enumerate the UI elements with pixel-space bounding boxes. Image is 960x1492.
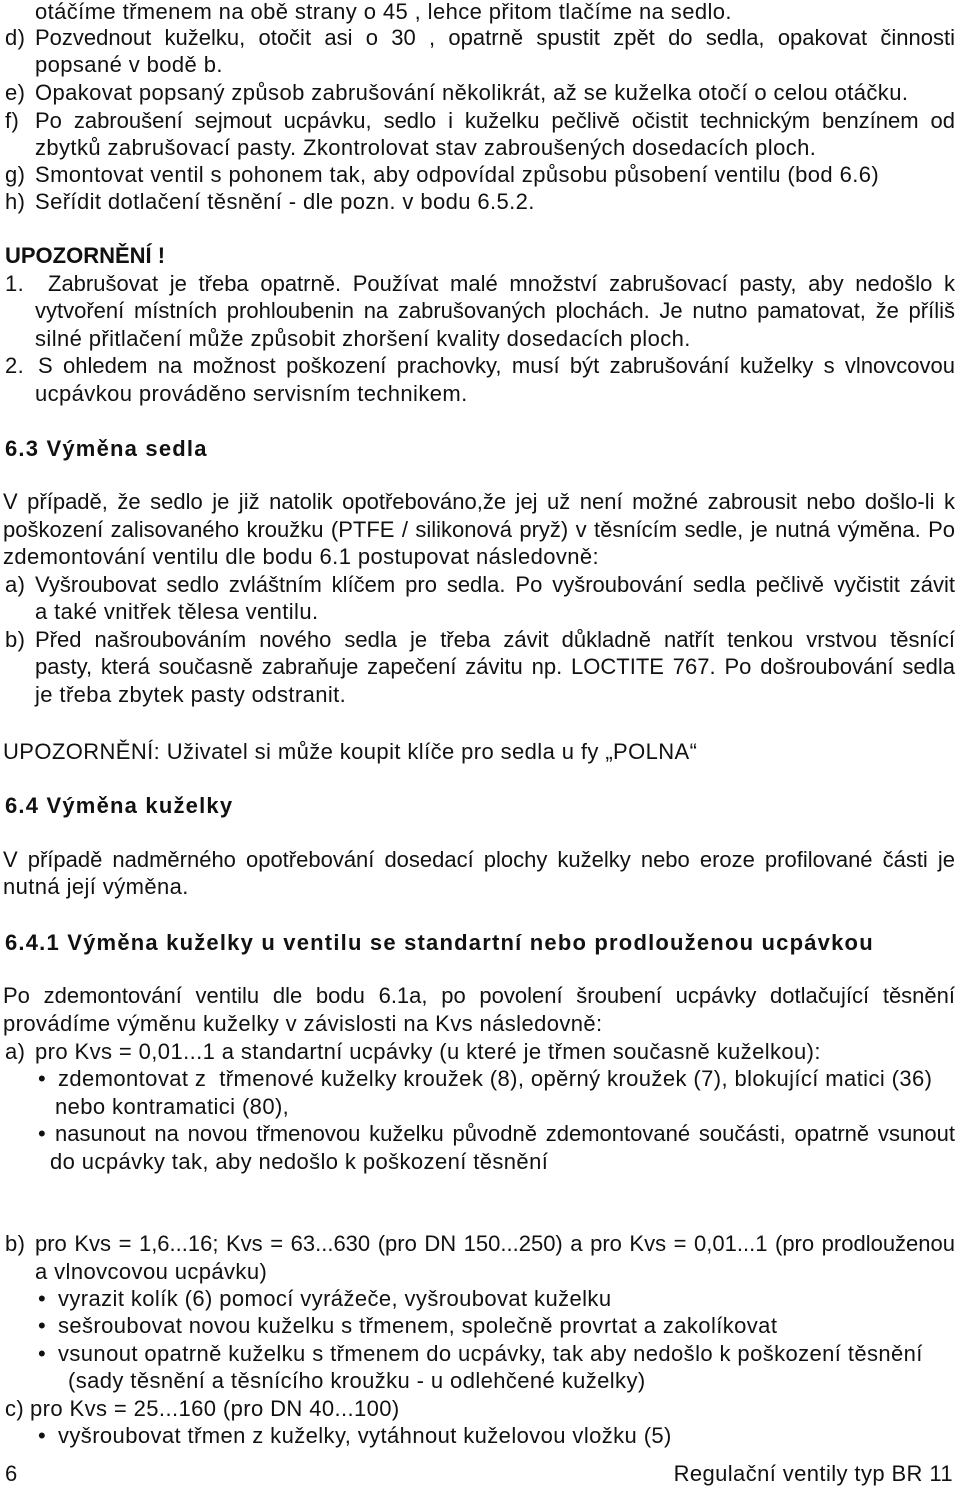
bullet-text: (sady těsnění a těsnícího kroužku - u odlehčené kuželky) bbox=[68, 1368, 646, 1393]
bullet-marker: • bbox=[38, 1313, 46, 1338]
bullet-marker: • bbox=[38, 1341, 46, 1366]
text-line: Před našroubováním nového sedla je třeba závit důkladně natřít tenkou vrstvou těsnící bbox=[35, 627, 955, 652]
text-line: a také vnitřek tělesa ventilu. bbox=[35, 599, 319, 624]
text-line: otáčíme třmenem na obě strany o 45 , lehce přitom tlačíme na sedlo. bbox=[35, 0, 732, 24]
text-line: S ohledem na možnost poškození prachovky, musí být zabrušování kuželky s vlnovcovou bbox=[38, 353, 955, 378]
text-line: Opakovat popsaný způsob zabrušování několikrát, až se kuželka otočí o celou otáčku. bbox=[35, 80, 909, 105]
section-heading: 6.4 Výměna kuželky bbox=[5, 793, 234, 818]
text-line: vytvoření místních prohloubenin na zabrušovaných plochách. Je nutno pamatovat, že příliš bbox=[35, 298, 955, 323]
list-label: 1. bbox=[5, 271, 25, 296]
bullet-text: vyšroubovat třmen z kuželky, vytáhnout kuželovou vložku (5) bbox=[58, 1423, 672, 1448]
text-line: provádíme výměnu kuželky v závislosti na Kvs následovně: bbox=[3, 1011, 603, 1036]
text-line: silné přitlačení může způsobit zhoršení kvality dosedacích ploch. bbox=[35, 326, 691, 351]
bullet-marker: • bbox=[38, 1066, 46, 1091]
list-label: 2. bbox=[5, 353, 25, 378]
text-line: Seřídit dotlačení těsnění - dle pozn. v bodu 6.5.2. bbox=[35, 189, 535, 214]
text-line: pro Kvs = 0,01...1 a standartní ucpávky (u které je třmen současně kuželkou): bbox=[35, 1039, 821, 1064]
text-line: zdemontování ventilu dle bodu 6.1 postupovat následovně: bbox=[3, 544, 600, 569]
text-line: V případě nadměrného opotřebování dosedací plochy kuželky nebo eroze profilované části je bbox=[3, 847, 955, 872]
bullet-text: zdemontovat z třmenové kuželky kroužek (8), opěrný kroužek (7), blokující matici (36) bbox=[58, 1066, 933, 1091]
text-line: nutná její výměna. bbox=[3, 874, 189, 899]
text-line: pro Kvs = 25...160 (pro DN 40...100) bbox=[30, 1396, 400, 1421]
text-line: pasty, která současně zabraňuje zapečení závitu np. LOCTITE 767. Po došroubování sedla bbox=[35, 654, 955, 679]
list-label: b) bbox=[5, 627, 26, 652]
list-label: a) bbox=[5, 572, 26, 597]
list-label: c) bbox=[5, 1396, 25, 1421]
list-label: e) bbox=[5, 80, 26, 105]
list-label: d) bbox=[5, 25, 26, 50]
text-line: ucpávkou prováděno servisním technikem. bbox=[35, 381, 468, 406]
text-line: Vyšroubovat sedlo zvláštním klíčem pro sedla. Po vyšroubování sedla pečlivě vyčistit závit bbox=[35, 572, 955, 597]
text-line: je třeba zbytek pasty odstranit. bbox=[35, 682, 347, 707]
text-line: popsané v bodě b. bbox=[35, 52, 223, 77]
text-line: Po zabroušení sejmout ucpávku, sedlo i kuželku pečlivě očistit technickým benzínem od bbox=[35, 108, 955, 133]
bullet-text: sešroubovat novou kuželku s třmenem, společně provrtat a zakolíkovat bbox=[58, 1313, 778, 1338]
text-line: Po zdemontování ventilu dle bodu 6.1a, po povolení šroubení ucpávky dotlačující těsnění bbox=[3, 983, 955, 1008]
bullet-text: vyrazit kolík (6) pomocí vyrážeče, vyšroubovat kuželku bbox=[58, 1286, 612, 1311]
bullet-text: do ucpávky tak, aby nedošlo k poškození těsnění bbox=[50, 1149, 549, 1174]
list-label: h) bbox=[5, 189, 26, 214]
bullet-text: nebo kontramatici (80), bbox=[55, 1094, 290, 1119]
text-line: a vlnovcovou ucpávku) bbox=[35, 1259, 268, 1284]
text-line: V případě, že sedlo je již natolik opotřebováno,že jej už není možné zabrousit nebo došlo-li k bbox=[3, 489, 955, 514]
subsection-heading: 6.4.1 Výměna kuželky u ventilu se standartní nebo prodlouženou ucpávkou bbox=[5, 930, 874, 955]
key-purchase-note: UPOZORNĚNÍ: Uživatel si může koupit klíče pro sedla u fy „POLNA“ bbox=[3, 739, 698, 764]
page-number: 6 bbox=[5, 1461, 18, 1486]
text-line: zbytků zabrušovací pasty. Zkontrolovat stav zabroušených dosedacích ploch. bbox=[35, 135, 817, 160]
text-line: pro Kvs = 1,6...16; Kvs = 63...630 (pro DN 150...250) a pro Kvs = 0,01...1 (pro prodlouženou bbox=[35, 1231, 955, 1256]
bullet-text: vsunout opatrně kuželku s třmenem do ucpávky, tak aby nedošlo k poškození těsnění bbox=[58, 1341, 923, 1366]
bullet-marker: • bbox=[38, 1121, 46, 1146]
text-line: Zabrušovat je třeba opatrně. Používat malé množství zabrušovací pasty, aby nedošlo k bbox=[48, 271, 955, 296]
list-label: f) bbox=[5, 108, 20, 133]
bullet-text: nasunout na novou třmenovou kuželku původně zdemontované součásti, opatrně vsunout bbox=[55, 1121, 955, 1146]
document-title: Regulační ventily typ BR 11 bbox=[673, 1461, 953, 1486]
warning-title: UPOZORNĚNÍ ! bbox=[5, 243, 166, 268]
text-line: Pozvednout kuželku, otočit asi o 30 , opatrně spustit zpět do sedla, opakovat činnosti bbox=[35, 25, 955, 50]
text-line: Smontovat ventil s pohonem tak, aby odpovídal způsobu působení ventilu (bod 6.6) bbox=[35, 162, 880, 187]
text-line: poškození zalisovaného kroužku (PTFE / silikonová pryž) v těsnícím sedle, je nutná výměna. Po bbox=[3, 517, 955, 542]
bullet-marker: • bbox=[38, 1286, 46, 1311]
bullet-marker: • bbox=[38, 1423, 46, 1448]
section-heading: 6.3 Výměna sedla bbox=[5, 436, 208, 461]
list-label: b) bbox=[5, 1231, 26, 1256]
list-label: a) bbox=[5, 1039, 26, 1064]
list-label: g) bbox=[5, 162, 26, 187]
